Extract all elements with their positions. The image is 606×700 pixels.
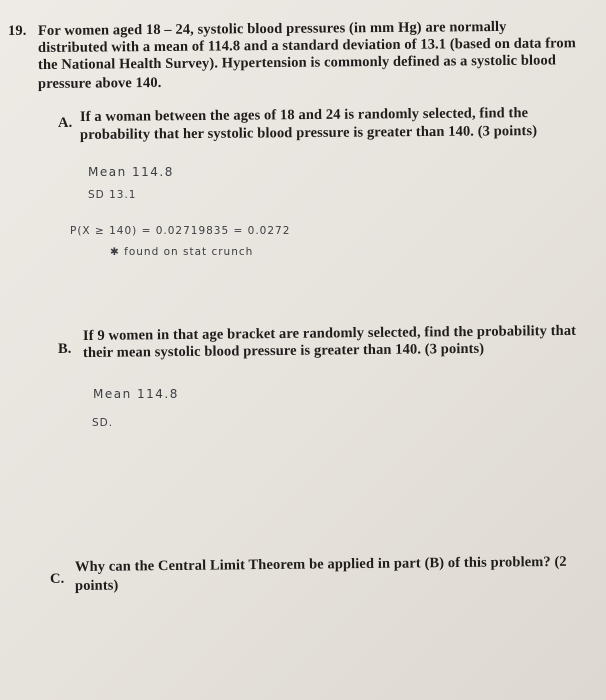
part-c-label: C. [50, 571, 65, 587]
part-a-text-line: probability that her systolic blood pressure is greater than 140. (3 points) [79, 123, 538, 143]
part-c-text-line: Why can the Central Limit Theorem be applied in part (B) of this problem? (2 [74, 553, 567, 575]
part-a-text-line: If a woman between the ages of 18 and 24 is randomly selected, find the [79, 105, 529, 125]
question-text-line: distributed with a mean of 114.8 and a standard deviation of 13.1 (based on data from [37, 35, 577, 56]
part-a-handwritten-probability: P(X ≥ 140) = 0.02719835 = 0.0272 [70, 225, 291, 237]
part-b-handwritten-sd: SD. [92, 417, 114, 429]
question-text-line: For women aged 18 – 24, systolic blood pressures (in mm Hg) are normally [37, 18, 507, 39]
part-a-handwritten-sd: SD 13.1 [88, 189, 137, 201]
part-b-label: B. [58, 341, 72, 357]
part-a-handwritten-mean: Mean 114.8 [88, 165, 174, 179]
part-b-text-line: their mean systolic blood pressure is greater than 140. (3 points) [82, 340, 485, 361]
question-number: 19. [8, 23, 27, 39]
part-b-text-line: If 9 women in that age bracket are randomly selected, find the probability that [82, 322, 577, 344]
question-text-line: pressure above 140. [37, 74, 162, 92]
part-a-handwritten-note: ✱ found on stat crunch [110, 246, 254, 258]
part-b-handwritten-mean: Mean 114.8 [93, 387, 179, 401]
question-text-line: the National Health Survey). Hypertension is commonly defined as a systolic blood [37, 52, 557, 73]
part-c-text-line: points) [74, 577, 119, 594]
part-a-label: A. [58, 115, 73, 131]
